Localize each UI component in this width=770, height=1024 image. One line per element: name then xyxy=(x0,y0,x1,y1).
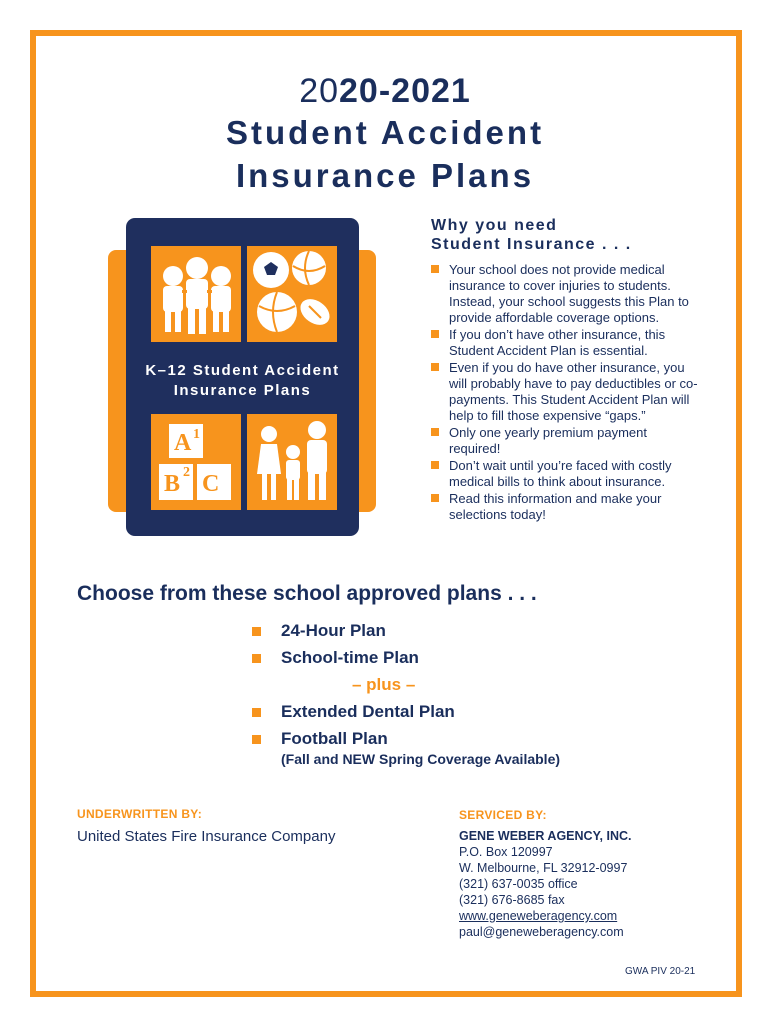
graphic-caption-line-2: Insurance Plans xyxy=(173,382,312,399)
plans-heading: Choose from these school approved plans . . . xyxy=(77,582,537,605)
graphic-caption xyxy=(126,361,359,401)
abc-blocks-icon xyxy=(151,414,241,510)
plan-item-dental: Extended Dental Plan xyxy=(252,701,652,728)
bullet-square-icon xyxy=(431,461,439,469)
why-bullet: Read this information and make your selections today! xyxy=(431,491,701,523)
football-plan-name: Football Plan xyxy=(252,728,560,750)
graphic-caption-line-1: K–12 Student Accident xyxy=(145,362,340,379)
football-plan-note: (Fall and NEW Spring Coverage Available) xyxy=(281,751,561,767)
why-heading-line-1: Why you need xyxy=(431,217,558,234)
why-bullet: Only one yearly premium payment required! xyxy=(431,425,701,457)
svg-text:A: A xyxy=(174,430,192,456)
agency-city: W. Melbourne, FL 32912-0997 xyxy=(459,861,628,875)
svg-text:C: C xyxy=(202,471,220,497)
bullet-square-icon xyxy=(252,708,261,717)
plus-separator: – plus – xyxy=(352,675,416,694)
svg-text:2: 2 xyxy=(183,465,190,480)
plan-list-extra xyxy=(252,701,652,728)
plan-item-school-time: School-time Plan xyxy=(252,647,652,674)
servicer-label: SERVICED BY: xyxy=(459,808,547,822)
family-icon xyxy=(247,414,337,510)
bullet-square-icon xyxy=(252,627,261,636)
why-heading-line-2: Student Insurance . . . xyxy=(431,236,632,253)
agency-website-link[interactable]: www.geneweberagency.com xyxy=(459,909,618,923)
underwriter-label: UNDERWRITTEN BY: xyxy=(77,807,203,821)
title-line-2: Insurance Plans xyxy=(235,157,535,194)
bullet-square-icon xyxy=(431,330,439,338)
bullet-square-icon xyxy=(431,428,439,436)
why-heading xyxy=(431,216,632,254)
form-code: GWA PIV 20-21 xyxy=(625,966,696,977)
plan-item-24-hour: 24-Hour Plan xyxy=(252,620,652,647)
agency-email: paul@geneweberagency.com xyxy=(459,925,624,939)
sports-balls-icon xyxy=(247,246,337,342)
agency-po-box: P.O. Box 120997 xyxy=(459,845,553,859)
bullet-square-icon xyxy=(252,654,261,663)
title-line-1: Student Accident xyxy=(225,114,545,151)
bullet-square-icon xyxy=(431,265,439,273)
k12-graphic xyxy=(108,218,378,538)
servicer-contact xyxy=(459,828,631,940)
why-bullet-list xyxy=(431,262,701,524)
plan-list xyxy=(252,620,652,674)
agency-name: GENE WEBER AGENCY, INC. xyxy=(459,829,632,843)
title-year: 2020-2021 xyxy=(299,72,471,110)
underwriter-name: United States Fire Insurance Company xyxy=(77,828,336,845)
plan-item-football xyxy=(252,728,560,768)
why-bullet: Even if you do have other insurance, you will probably have to pay deductibles or co-payments. This Student Accident Plan will help to fill those expensive “gaps.” xyxy=(431,360,701,424)
bullet-square-icon xyxy=(431,363,439,371)
svg-text:1: 1 xyxy=(193,427,200,442)
agency-fax: (321) 676-8685 fax xyxy=(459,893,565,907)
bullet-square-icon xyxy=(431,494,439,502)
why-bullet: Your school does not provide medical insurance to cover injuries to students. Instead, your school suggests this Plan to provide affordable coverage options. xyxy=(431,262,701,326)
children-icon xyxy=(151,246,241,342)
why-bullet: Don’t wait until you’re faced with costly medical bills to think about insurance. xyxy=(431,458,701,490)
svg-text:B: B xyxy=(164,471,181,497)
agency-phone: (321) 637-0035 office xyxy=(459,877,578,891)
why-bullet: If you don’t have other insurance, this Student Accident Plan is essential. xyxy=(431,327,701,359)
bullet-square-icon xyxy=(252,735,261,744)
